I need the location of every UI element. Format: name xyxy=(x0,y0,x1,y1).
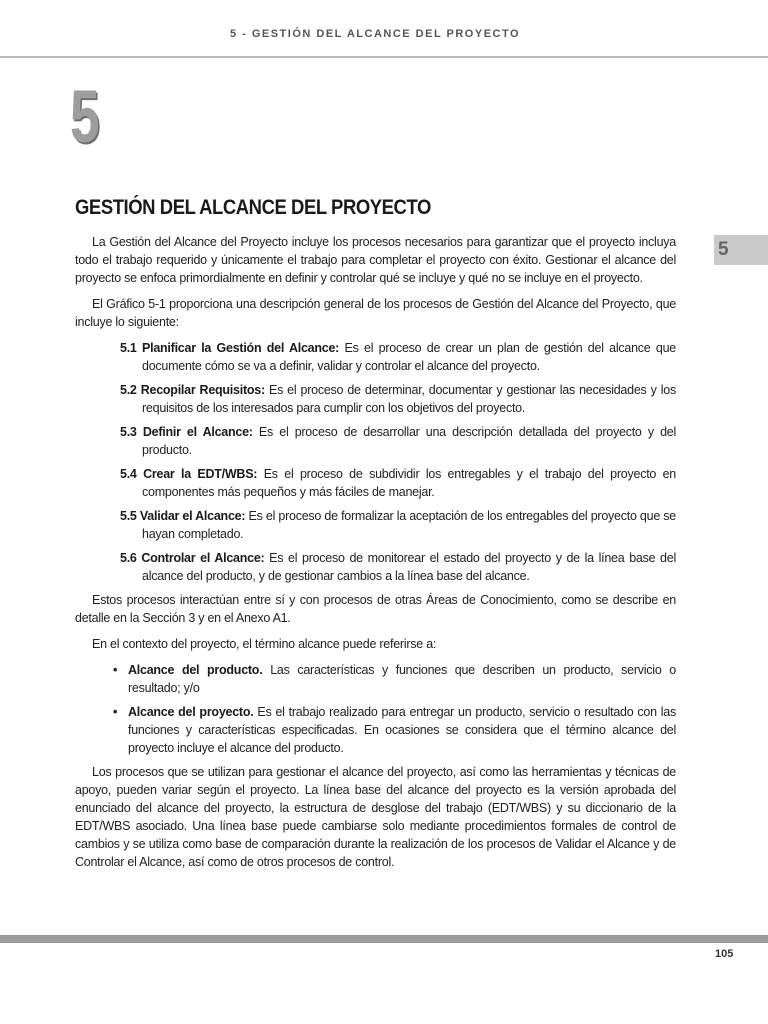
process-term: 5.3 Definir el Alcance: xyxy=(120,425,253,439)
body-content xyxy=(75,233,676,879)
process-item xyxy=(120,381,676,417)
bullet-description: Es el trabajo realizado para entregar un producto, servicio o resultado con las funciones y características especificadas. En ocasiones se considera que el término alcance del proyecto incluye el alcance del producto. xyxy=(128,705,676,755)
process-item xyxy=(120,549,676,585)
closing-paragraph: Los procesos que se utilizan para gestionar el alcance del proyecto, así como las herramientas y técnicas de apoyo, pueden variar según el proyecto. La línea base del alcance del proyecto es la versión aprobada del enunciado del alcance del proyecto, la estructura de desglose del trabajo (EDT/WBS) y su diccionario de la EDT/WBS asociado. Una línea base puede cambiarse solo mediante procedimientos formales de control de cambios y se utiliza como base de comparación durante la realización de los procesos de Validar el Alcance y de Controlar el Alcance, así como de otros procesos de control. xyxy=(75,765,676,869)
process-item xyxy=(120,507,676,543)
process-description: Es el proceso de determinar, documentar y gestionar las necesidades y los requisitos de los interesados para cumplir con los objetivos del proyecto. xyxy=(142,383,676,415)
process-list xyxy=(75,339,676,585)
process-item xyxy=(120,465,676,501)
footer-rule xyxy=(0,935,768,943)
process-description: Es el proceso de crear un plan de gestión del alcance que documente cómo se va a definir, validar y controlar el alcance del proyecto. xyxy=(142,341,676,373)
context-intro-paragraph: En el contexto del proyecto, el término alcance puede referirse a: xyxy=(92,637,437,651)
overview-paragraph: El Gráfico 5-1 proporciona una descripción general de los procesos de Gestión del Alcance del Proyecto, que incluye lo siguiente: xyxy=(75,297,676,329)
bullet-icon: • xyxy=(113,705,118,719)
bullet-item xyxy=(113,703,676,757)
bullet-icon: • xyxy=(113,663,118,677)
interaction-paragraph: Estos procesos interactúan entre sí y con procesos de otras Áreas de Conocimiento, como se describe en detalle en la Sección 3 y en el Anexo A1. xyxy=(75,593,676,625)
chapter-number: 5 xyxy=(70,75,99,158)
scope-bullet-list xyxy=(75,661,676,757)
process-term: 5.2 Recopilar Requisitos: xyxy=(120,383,265,397)
process-description: Es el proceso de subdividir los entregables y el trabajo del proyecto en componentes más pequeños y más fáciles de manejar. xyxy=(142,467,677,499)
process-term: 5.4 Crear la EDT/WBS: xyxy=(120,467,258,481)
intro-paragraph: La Gestión del Alcance del Proyecto incluye los procesos necesarios para garantizar que el proyecto incluya todo el trabajo requerido y únicamente el trabajo para completar el proyecto con éxito. Gestionar el alcance del proyecto se enfoca primordialmente en definir y controlar qué se incluye y qué no se incluye en el proyecto. xyxy=(75,235,676,285)
running-header: 5 - GESTIÓN DEL ALCANCE DEL PROYECTO xyxy=(229,28,521,40)
bullet-term: Alcance del producto. xyxy=(128,663,263,677)
process-item xyxy=(120,423,676,459)
process-term: 5.5 Validar el Alcance: xyxy=(120,509,246,523)
bullet-item xyxy=(113,661,676,697)
process-description: Es el proceso de desarrollar una descripción detallada del proyecto y del producto. xyxy=(142,425,676,457)
process-term: 5.6 Controlar el Alcance: xyxy=(120,551,265,565)
process-description: Es el proceso de monitorear el estado del proyecto y de la línea base del alcance del producto, y de gestionar cambios a la línea base del alcance. xyxy=(142,551,676,583)
chapter-side-tab: 5 xyxy=(714,235,768,265)
process-description: Es el proceso de formalizar la aceptación de los entregables del proyecto que se hayan completado. xyxy=(142,509,676,541)
chapter-title: GESTIÓN DEL ALCANCE DEL PROYECTO xyxy=(75,196,431,219)
process-item xyxy=(120,339,676,375)
bullet-term: Alcance del proyecto. xyxy=(128,705,254,719)
bullet-description: Las características y funciones que describen un producto, servicio o resultado; y/o xyxy=(128,663,676,695)
process-term: 5.1 Planificar la Gestión del Alcance: xyxy=(120,341,340,355)
header-rule xyxy=(0,56,768,58)
page-number: 105 xyxy=(715,948,734,960)
